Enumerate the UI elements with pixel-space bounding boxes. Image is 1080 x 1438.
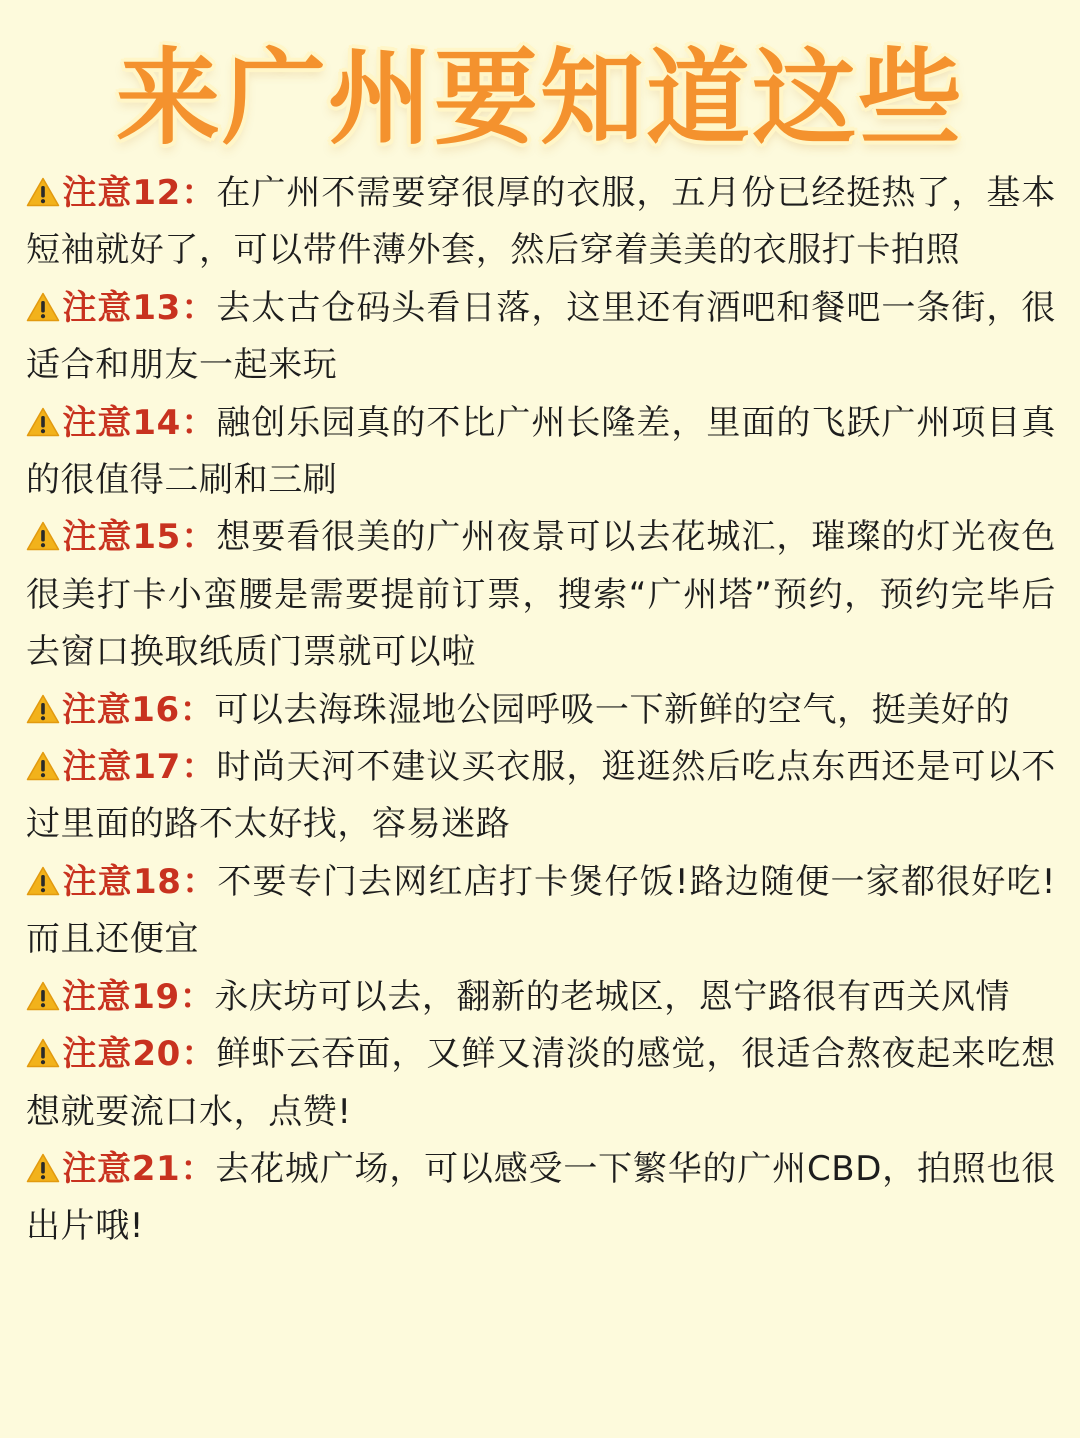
warning-icon bbox=[26, 694, 60, 724]
warning-icon bbox=[26, 292, 60, 322]
note-text: 去太古仓码头看日落，这里还有酒吧和餐吧一条街，很适合和朋友一起来玩 bbox=[26, 287, 1056, 386]
note-item bbox=[26, 739, 1056, 854]
note-label: 注意19： bbox=[62, 976, 215, 1017]
note-text: 去花城广场，可以感受一下繁华的广州CBD，拍照也很出片哦! bbox=[26, 1148, 1056, 1247]
note-item bbox=[26, 280, 1056, 395]
note-item bbox=[26, 395, 1056, 510]
note-text: 永庆坊可以去，翻新的老城区，恩宁路很有西关风情 bbox=[214, 976, 1011, 1017]
note-label: 注意16： bbox=[62, 689, 215, 730]
warning-icon bbox=[26, 866, 60, 896]
warning-icon bbox=[26, 1153, 60, 1183]
note-text: 融创乐园真的不比广州长隆差，里面的飞跃广州项目真的很值得二刷和三刷 bbox=[26, 402, 1056, 501]
warning-icon bbox=[26, 521, 60, 551]
notes-list bbox=[26, 165, 1056, 1256]
note-item bbox=[26, 1141, 1056, 1256]
note-label: 注意20： bbox=[62, 1034, 217, 1075]
note-text: 在广州不需要穿很厚的衣服，五月份已经挺热了，基本短袖就好了，可以带件薄外套，然后穿着美美的衣服打卡拍照 bbox=[26, 173, 1056, 271]
note-item bbox=[26, 682, 1056, 739]
note-label: 注意17： bbox=[62, 747, 217, 788]
note-label: 注意12： bbox=[62, 173, 217, 213]
note-item bbox=[26, 854, 1056, 969]
note-item bbox=[26, 1026, 1056, 1141]
warning-icon bbox=[26, 1038, 60, 1068]
note-text: 不要专门去网红店打卡煲仔饭!路边随便一家都很好吃!而且还便宜 bbox=[26, 861, 1056, 960]
note-text: 时尚天河不建议买衣服，逛逛然后吃点东西还是可以不过里面的路不太好找，容易迷路 bbox=[26, 747, 1056, 845]
note-label: 注意13： bbox=[62, 287, 217, 328]
note-text: 可以去海珠湿地公园呼吸一下新鲜的空气，挺美好的 bbox=[214, 689, 1011, 730]
note-label: 注意18： bbox=[62, 861, 218, 902]
warning-icon bbox=[26, 751, 60, 781]
note-item bbox=[26, 165, 1056, 280]
note-label: 注意15： bbox=[62, 517, 217, 558]
warning-icon bbox=[26, 407, 60, 437]
note-label: 注意14： bbox=[62, 402, 217, 443]
page-title: 来广州要知道这些 bbox=[115, 37, 964, 159]
note-text: 想要看很美的广州夜景可以去花城汇，璀璨的灯光夜色很美打卡小蛮腰是需要提前订票，搜索“广州塔”预约，预约完毕后去窗口换取纸质门票就可以啦 bbox=[26, 517, 1056, 673]
note-label: 注意21： bbox=[62, 1148, 216, 1189]
note-text: 鲜虾云吞面，又鲜又清淡的感觉，很适合熬夜起来吃想想就要流口水，点赞! bbox=[26, 1034, 1056, 1132]
warning-icon bbox=[26, 177, 60, 207]
note-item bbox=[26, 969, 1056, 1026]
note-item bbox=[26, 509, 1056, 681]
warning-icon bbox=[26, 981, 60, 1011]
